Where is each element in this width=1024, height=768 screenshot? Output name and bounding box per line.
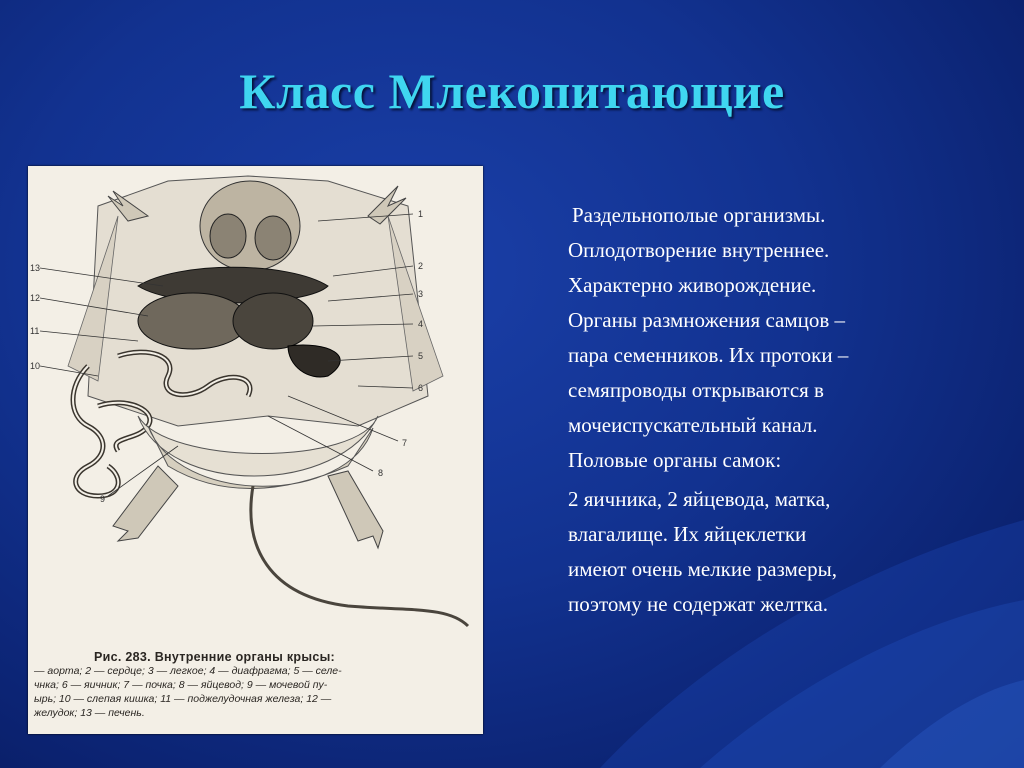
paragraph-separate-sexes: Раздельнополые организмы. xyxy=(572,203,826,227)
rat-anatomy-illustration xyxy=(28,166,483,646)
caption-line: ырь; 10 — слепая кишка; 11 — поджелудочная железа; 12 — xyxy=(34,693,332,705)
label-3: 3 xyxy=(418,289,424,299)
figure-caption xyxy=(34,650,478,720)
label-9: 9 xyxy=(100,494,106,504)
label-6: 6 xyxy=(418,383,424,393)
label-5: 5 xyxy=(418,351,424,361)
label-1: 1 xyxy=(418,209,424,219)
label-8: 8 xyxy=(378,468,384,478)
paragraph-fertilization-male-organs: Оплодотворение внутреннее. Характерно живорождение. Органы размножения самцов – пара семенников. Их протоки – семяпроводы открываются в мочеиспускательный канал. Половые органы самок: xyxy=(568,238,849,472)
caption-line: — аорта; 2 — сердце; 3 — легкое; 4 — диафрагма; 5 — селе- xyxy=(34,665,342,677)
slide-body-text xyxy=(568,198,988,622)
slide-title: Класс Млекопитающие xyxy=(239,63,785,119)
rat-anatomy-figure xyxy=(28,166,483,734)
caption-line: чнка; 6 — яичник; 7 — почка; 8 — яйцевод; 9 — мочевой пу- xyxy=(34,679,328,691)
label-2: 2 xyxy=(418,261,424,271)
caption-title: Рис. 283. Внутренние органы крысы: xyxy=(94,650,336,664)
label-4: 4 xyxy=(418,319,424,329)
label-11: 11 xyxy=(30,326,40,336)
label-10: 10 xyxy=(30,361,41,371)
paragraph-female-organs: 2 яичника, 2 яйцевода, матка, влагалище. Их яйцеклетки имеют очень мелкие размеры, поэтому не содержат желтка. xyxy=(568,487,837,616)
label-7: 7 xyxy=(402,438,408,448)
caption-line: желудок; 13 — печень. xyxy=(34,707,145,719)
label-13: 13 xyxy=(30,263,41,273)
label-12: 12 xyxy=(30,293,41,303)
